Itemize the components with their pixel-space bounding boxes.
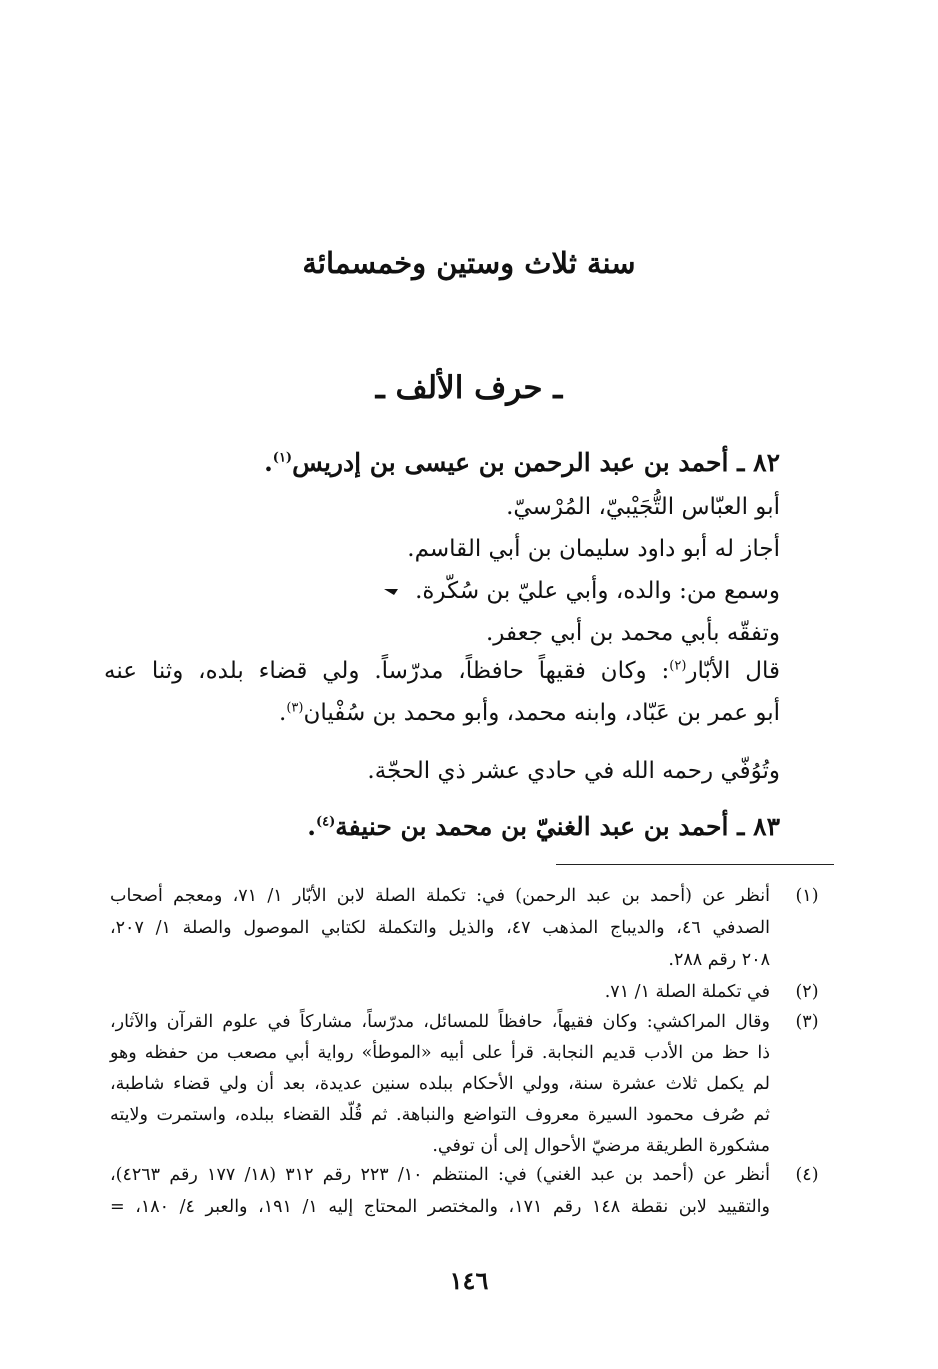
- footnote-ref-2[interactable]: (٢): [669, 658, 687, 674]
- entry-82-line-4: وتفقّه بأبي محمد بن أبي جعفر.: [485, 620, 780, 646]
- footnotes: [110, 0, 830, 1260]
- footnote-line: ذا حظ من الأدب قديم النجابة. قرأ على أبيه «الموطأ» رواية أبي مصعب من حفظه وهو: [110, 1043, 770, 1063]
- footnote-line: الصدفي ٤٦، والديباج المذهب ٤٧، والذيل والتكملة لكتابي الموصول والصلة ١/ ٢٠٧،: [110, 918, 770, 938]
- footnote-line: ثم صُرف محمود السيرة معروف التواضع والنباهة. ثم قُلّد القضاء ببلده، واستمرت ولايته: [110, 1105, 770, 1125]
- section-heading: ـ حرف الألف ـ: [375, 370, 563, 406]
- footnote-ref-1[interactable]: (١): [272, 450, 293, 466]
- entry-82-line-2: أجاز له أبو داود سليمان بن أبي القاسم.: [407, 536, 780, 562]
- footnote-line: ٢٠٨ رقم ٢٨٨.: [668, 950, 770, 970]
- entry-82-line-1: أبو العبّاس التُّجَيْبيّ، المُرْسيّ.: [506, 494, 780, 520]
- footnote-line: لم يكمل ثلاث عشرة سنة، وولي الأحكام ببلده سنين عديدة، بعد أن ولي قضاء شاطبة،: [110, 1074, 770, 1094]
- entry-83-title-end: .: [307, 812, 316, 841]
- footnote-ref-3[interactable]: (٣): [286, 700, 304, 716]
- entry-82-line-7: وتُوُفّي رحمه الله في حادي عشر ذي الحجّة.: [367, 758, 780, 784]
- footnote-line: في تكملة الصلة ١/ ٧١.: [604, 982, 770, 1002]
- footnote-number: (١): [795, 886, 819, 906]
- footnote-number: (٢): [795, 982, 819, 1002]
- footnote-line: أنظر عن (أحمد بن عبد الغني) في: المنتظم ١٠/ ٢٢٣ رقم ٣١٢ (١٨/ ١٧٧ رقم ٤٢٦٣)،: [110, 1165, 770, 1185]
- footnote-ref-4[interactable]: (٤): [315, 814, 336, 830]
- entry-82-line-6-a: أبو عمر بن عَبّاد، وابنه محمد، وأبو محمد بن سُفْيان: [303, 700, 780, 726]
- entry-82-title-end: .: [264, 448, 273, 477]
- footnote-number: (٣): [795, 1012, 819, 1032]
- entry-82-line-5-b: : وكان فقيهاً حافظاً، مدرّساً. ولي قضاء بلده، وثنا عنه: [104, 658, 670, 684]
- entry-82-line-6-end: .: [279, 700, 287, 726]
- footnote-line: أنظر عن (أحمد بن عبد الرحمن) في: تكملة الصلة لابن الأبّار ١/ ٧١، ومعجم أصحاب: [110, 886, 770, 906]
- entry-83-name: ٨٣ ـ أحمد بن عبد الغنيّ بن محمد بن حنيفة: [335, 812, 780, 841]
- year-heading: سنة ثلاث وستين وخمسمائة: [302, 246, 636, 280]
- footnote-line: مشكورة الطريقة مرضيّ الأحوال إلى أن توفي.: [432, 1136, 770, 1156]
- entry-82-line-3-text: وسمع من: والده، وأبي عليّ بن سُكّرة.: [415, 578, 780, 604]
- footnote-number: (٤): [795, 1165, 819, 1185]
- entry-82-line-5-a: قال الأبّار: [686, 658, 780, 684]
- page-number: ١٤٦: [449, 1266, 489, 1295]
- entry-82-name: ٨٢ ـ أحمد بن عبد الرحمن بن عيسى بن إدريس: [292, 448, 780, 477]
- footnote-line: وقال المراكشي: وكان فقيهاً، حافظاً للمسائل، مدرّساً، مشاركاً في علوم القرآن والآثار،: [110, 1012, 770, 1032]
- footnote-line: والتقييد لابن نقطة ١٤٨ رقم ١٧١، والمختصر المحتاج إليه ١/ ١٩١، والعبر ٤/ ١٨٠، =: [110, 1197, 770, 1217]
